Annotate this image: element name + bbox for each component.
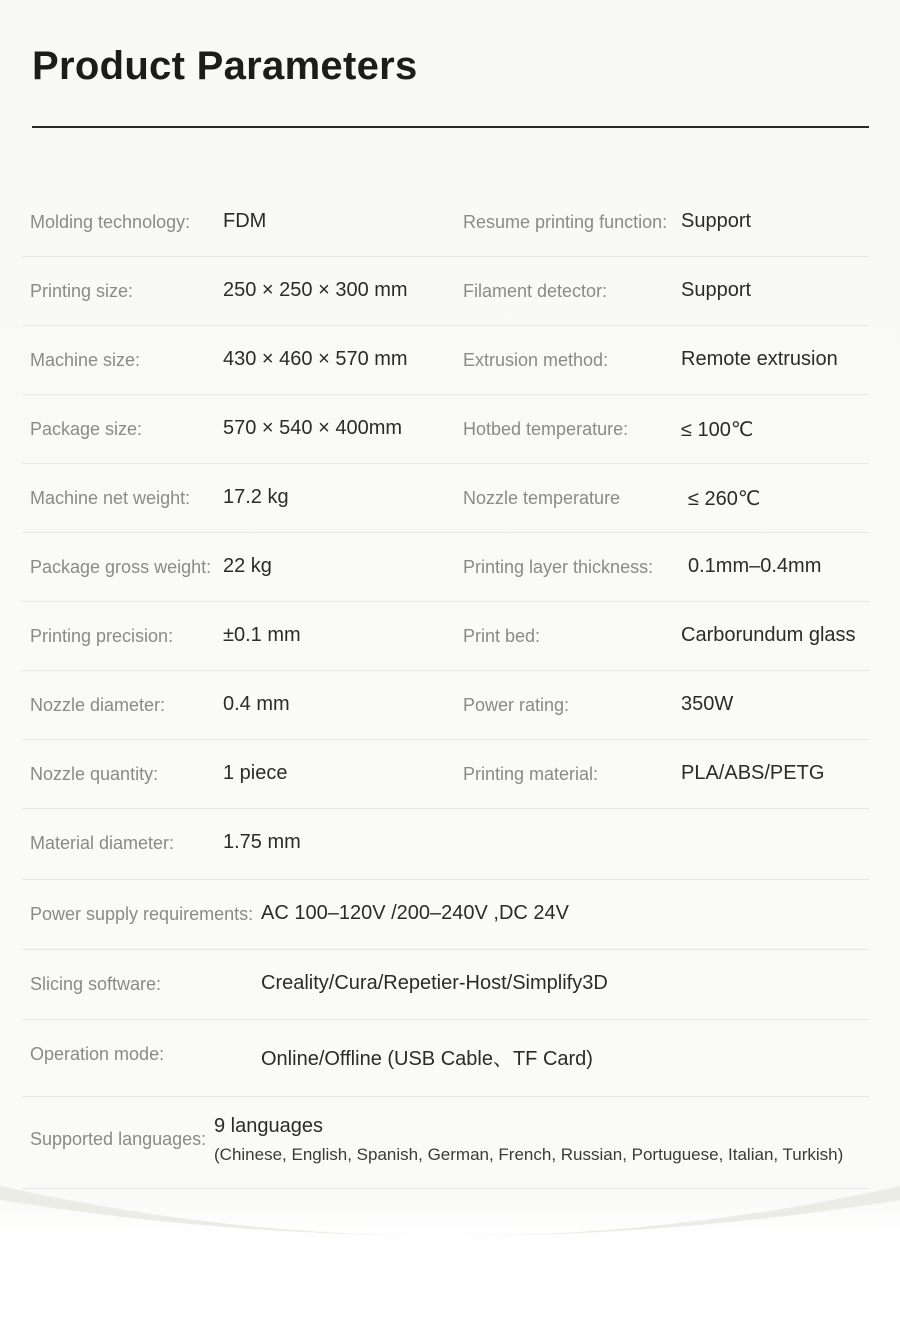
- title-divider: [32, 126, 869, 128]
- param-value: Remote extrusion: [681, 348, 838, 370]
- table-row: [22, 395, 869, 464]
- param-label: Printing material:: [463, 764, 599, 784]
- table-row: [22, 257, 869, 326]
- param-label: Printing precision:: [30, 626, 174, 646]
- param-value: ±0.1 mm: [223, 624, 301, 646]
- param-label: Package gross weight:: [30, 557, 212, 577]
- param-label: Printing size:: [30, 281, 134, 301]
- parameters-table: [22, 188, 869, 1189]
- param-label: Print bed:: [463, 626, 541, 646]
- param-label: Slicing software:: [30, 974, 162, 994]
- param-value: 1.75 mm: [223, 831, 301, 853]
- page-title: Product Parameters: [32, 44, 418, 88]
- table-row: [22, 533, 869, 602]
- param-label: Extrusion method:: [463, 350, 609, 370]
- param-label: Operation mode:: [30, 1044, 165, 1064]
- param-label: Supported languages:: [30, 1129, 207, 1149]
- param-value: ≤ 100℃: [681, 419, 754, 441]
- param-value: FDM: [223, 210, 267, 232]
- param-value: Online/Offline (USB Cable、TF Card): [261, 1048, 593, 1070]
- table-row: [22, 671, 869, 740]
- param-label: Package size:: [30, 419, 143, 439]
- param-value: 350W: [681, 693, 734, 715]
- param-value: PLA/ABS/PETG: [681, 762, 825, 784]
- table-row: [22, 950, 869, 1020]
- param-value: 430 × 460 × 570 mm: [223, 348, 408, 370]
- languages-list: (Chinese, English, Spanish, German, French, Russian, Portuguese, Italian, Turkish): [214, 1145, 844, 1164]
- param-value: Support: [681, 279, 752, 301]
- param-label: Nozzle quantity:: [30, 764, 159, 784]
- param-value: 0.1mm–0.4mm: [688, 555, 822, 577]
- param-label: Filament detector:: [463, 281, 608, 301]
- param-label: Power rating:: [463, 695, 570, 715]
- table-row: [22, 809, 869, 880]
- param-label: Nozzle temperature: [463, 488, 621, 508]
- param-label: Hotbed temperature:: [463, 419, 629, 439]
- param-value: 1 piece: [223, 762, 288, 784]
- table-row: [22, 1020, 869, 1097]
- param-value: 17.2 kg: [223, 486, 289, 508]
- param-value: 22 kg: [223, 555, 272, 577]
- decorative-curve: [0, 1176, 900, 1266]
- param-value: 570 × 540 × 400mm: [223, 417, 403, 439]
- param-value: 250 × 250 × 300 mm: [223, 279, 408, 301]
- table-row: [22, 880, 869, 950]
- table-row: [22, 740, 869, 809]
- param-label: Power supply requirements:: [30, 904, 254, 924]
- table-row: [22, 326, 869, 395]
- param-value: Carborundum glass: [681, 624, 856, 646]
- curve-band: [0, 1186, 900, 1236]
- param-value: 0.4 mm: [223, 693, 290, 715]
- param-label: Nozzle diameter:: [30, 695, 166, 715]
- languages-count: 9 languages: [214, 1115, 323, 1137]
- table-row: [22, 602, 869, 671]
- param-label: Material diameter:: [30, 833, 175, 853]
- param-label: Molding technology:: [30, 212, 191, 232]
- param-value: AC 100–120V /200–240V ,DC 24V: [261, 902, 569, 924]
- param-value: Support: [681, 210, 752, 232]
- param-label: Machine net weight:: [30, 488, 191, 508]
- param-value: Creality/Cura/Repetier-Host/Simplify3D: [261, 972, 608, 994]
- param-label: Printing layer thickness:: [463, 557, 654, 577]
- param-value: ≤ 260℃: [688, 488, 761, 510]
- param-label: Resume printing function:: [463, 212, 668, 232]
- param-label: Machine size:: [30, 350, 141, 370]
- table-row: [22, 464, 869, 533]
- table-row: [22, 188, 869, 257]
